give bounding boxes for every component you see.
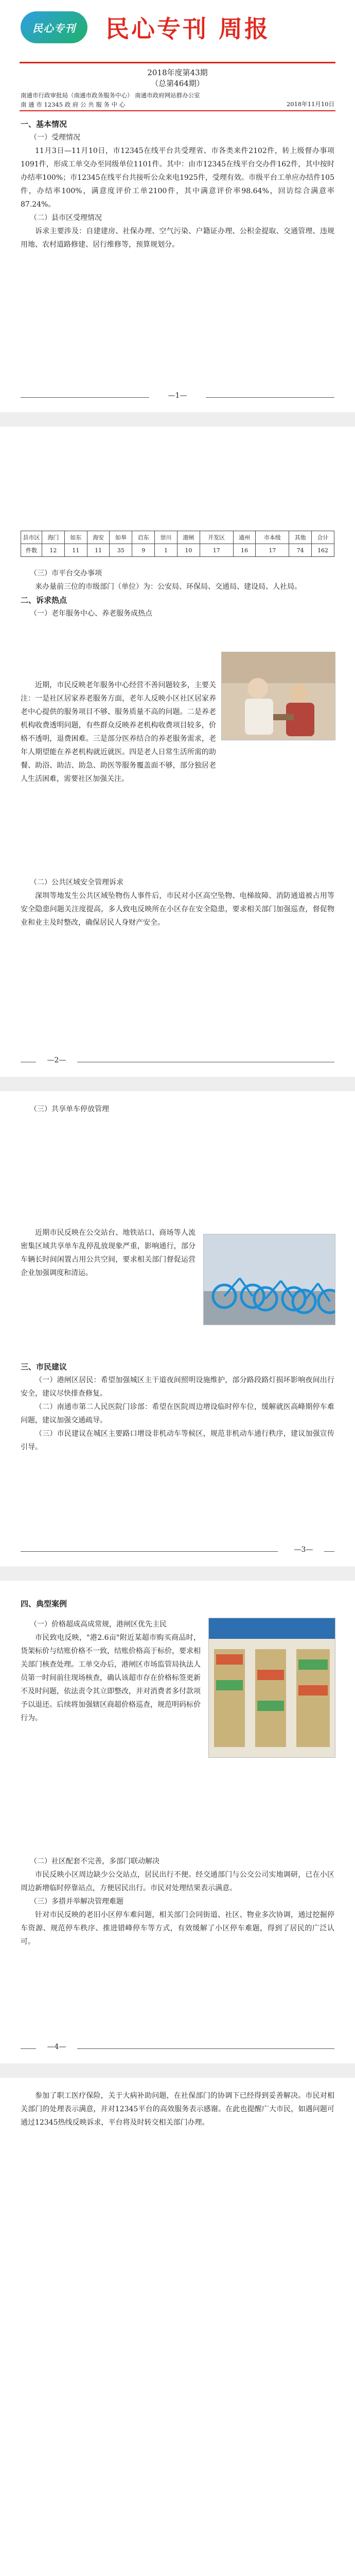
section-heading: 四、典型案例: [21, 1599, 67, 1608]
section-heading: 三、市民建议: [21, 1362, 67, 1371]
photo-shared-bikes-image: [204, 1234, 335, 1325]
page-2-content: [21, 567, 334, 620]
page-3-lower: [21, 1360, 334, 1454]
page-number-2: —2—: [21, 1056, 334, 1069]
table-cell: 16: [233, 544, 256, 557]
page-2-lower: [21, 876, 334, 929]
table-cell: 11: [87, 544, 110, 557]
sponsor-line-2: 南 通 市 12345 政 府 公 共 服 务 中 心: [21, 101, 126, 108]
page-gap: [0, 2063, 355, 2078]
issue-date: 2018年11月10日: [286, 100, 334, 108]
table-cell: 11: [64, 544, 87, 557]
paragraph: 深圳等地发生公共区域坠物伤人事件后，市民对小区高空坠物、电梯故障、消防通道被占用等安全隐患问题关注度提高，多人致电反映所在小区存在安全隐患，要求相关部门加强巡查，督促物业和业主及时整改，确保居民人身财产安全。: [21, 892, 334, 927]
subsection-heading: （二）县市区受理情况: [30, 214, 102, 222]
page-gap: [0, 1566, 355, 1581]
paragraph: （三）市民建议在城区主要路口增设非机动车等候区，规范非机动车通行秩序，建议加强宣传引导。: [21, 1430, 334, 1451]
page-2-para: [21, 652, 216, 786]
page-3-content: [21, 1103, 334, 1116]
page-4-content: [21, 1618, 201, 1725]
table-cell: 17: [200, 544, 233, 557]
table-row: [21, 544, 334, 557]
page-4-heading: [21, 1597, 334, 1611]
section-heading: 一、基本情况: [21, 120, 67, 129]
page-number-1: —1—: [21, 392, 334, 404]
masthead-rule: [20, 62, 335, 63]
page-title: 民心专刊 周报: [105, 15, 271, 43]
logo-text: 民心专刊: [32, 22, 76, 35]
photo-shared-bikes: [203, 1234, 335, 1325]
table-header: 其他: [289, 531, 312, 544]
table-header: 县市区: [21, 531, 42, 544]
table-cell: 10: [177, 544, 200, 557]
table-header: 合计: [312, 531, 334, 544]
page-3-para: [21, 1226, 196, 1280]
subsection-heading: （一）价格超成高成常规，港闸区优先主民: [30, 1620, 167, 1629]
photo-elderly-care: [221, 652, 335, 740]
table-header-row: [21, 531, 334, 544]
subsection-heading: （三）共享单车停放管理: [30, 1105, 109, 1113]
paragraph: 近期，市民反映老年服务中心经营不善问题较多，主要关注：一是社区居家养老服务方面，老年人反映小区社区居家养老中心提供的服务项目不够、服务质量不高的问题。二是养老机构收费透明问题，有些群众反映养老机构收费项目较多，价格不透明，退费困难。三是部分医养结合的养老服务需求，老年人期望能在养老机构就近就医。四是老人日常生活所需的助餐、助浴、助洁、助急、助医等服务覆盖面不够，部分独居老人生活困难，需要社区加强关注。: [21, 681, 216, 783]
photo-supermarket: [208, 1618, 335, 1758]
table-header: 开发区: [200, 531, 233, 544]
page-5-content: [21, 2089, 334, 2129]
total-issue: （总第464期）: [151, 79, 204, 88]
table-header: 港闸: [177, 531, 200, 544]
photo-elderly-care-image: [222, 652, 335, 740]
page-1-content: [21, 117, 334, 251]
sponsor-rule: [20, 110, 335, 111]
table-header: 如皋: [110, 531, 132, 544]
paragraph: （一）港闸区居民：希望加强城区主干道夜间照明设施维护，部分路段路灯损坏影响夜间出行安全，建议尽快排查修复。: [21, 1376, 334, 1398]
subsection-heading: （三）市平台交办事项: [30, 569, 102, 578]
sponsor-block: [21, 91, 334, 109]
table-header: 市本级: [256, 531, 289, 544]
paragraph: 11月3日—11月10日，市12345在线平台共受理省、市各类来件2102件，转上级督办事项1091件，形成工单交办至同级单位1101件。其中：由市12345在线平台交办件162件，其中按时办结率100%；市12345在线平台共接听公众来电1925件，受理有效。市级平台工单应办结件105件，办结率100%，满意度评价工单2100件，其中满意评价率98.64%，回访综合满意率87.24%。: [21, 147, 334, 209]
page-number-4: —4—: [21, 2043, 334, 2055]
paragraph: 市民反映小区周边缺少公交站点，居民出行不便。经交通部门与公交公司实地调研，已在小区周边新增临时停靠站点，方便居民出行。市民对处理结果表示满意。: [21, 1871, 334, 1892]
section-heading: 二、诉求热点: [21, 596, 67, 605]
subsection-heading: （二）公共区域安全管理诉求: [30, 878, 123, 887]
paragraph: 诉求主要涉及：自建建房、社保办理、空气污染、户籍证办理、公积金提取、交通管理、违规用地、农村道路修建、居行维修等，预算规划分。: [21, 227, 334, 249]
table-cell: 74: [289, 544, 312, 557]
page-gap: [0, 1077, 355, 1091]
subsection-heading: （二）社区配套不完善，多部门联动解决: [30, 1857, 159, 1866]
table-header: 如东: [64, 531, 87, 544]
subsection-heading: （一）受理情况: [30, 133, 80, 142]
sponsor-line-1: 南通市行政审批局（南通市政务服务中心） 南通市政府网站群办公室: [21, 92, 200, 99]
subsection-heading: （一）老年服务中心、养老服务成热点: [30, 609, 152, 618]
paragraph: 市民致电反映，"港2.6亩"附近某超市购买商品时，货架标价与结账价格不一致，结账价格高于标价，要求相关部门核查处理。工单交办后，港闸区市场监管局执法人员第一时间前往现场核查，确认该超市存在价格标签更新不及时问题，依法责令其立即整改，并对消费者多付款项予以退还。后续将加强辖区商超价格巡查，规范明码标价行为。: [21, 1634, 201, 1722]
photo-supermarket-image: [209, 1618, 335, 1757]
table-header: 启东: [132, 531, 155, 544]
table-header: 海门: [42, 531, 65, 544]
logo: [21, 11, 87, 43]
subsection-heading: （三）多措并举解决管理难题: [30, 1897, 123, 1906]
masthead: [0, 0, 355, 62]
paragraph: 参加了职工医疗保险，关于大病补助问题，在社保部门的协调下已经得到妥善解决。市民对相关部门的处理表示满意，并对12345平台的高效服务表示感谢。在此也提醒广大市民，如遇问题可通过12345热线反映诉求，平台将及时转交相关部门办理。: [21, 2092, 334, 2127]
table-cell: 35: [110, 544, 132, 557]
paragraph: 来办量前三位的市级部门（单位）为：公安局、环保局、交通局、建设局、人社局。: [35, 583, 301, 591]
table-cell: 12: [42, 544, 65, 557]
page-4-lower: [21, 1855, 334, 1948]
stats-table: [21, 531, 334, 557]
table-cell: 件数: [21, 544, 42, 557]
page-gap: [0, 412, 355, 427]
table-header: 海安: [87, 531, 110, 544]
paragraph: 近期市民反映在公交站台、地铁站口、商场等人流密集区域共享单车乱停乱放现象严重，影响通行，部分车辆长时间闲置占用公共空间，要求相关部门督促运营企业加强调度和清运。: [21, 1229, 196, 1277]
table-header: 通州: [233, 531, 256, 544]
issue-number: 2018年度第43期: [147, 68, 208, 77]
table-cell: 162: [312, 544, 334, 557]
paragraph: （二）南通市第二人民医院门诊部：希望在医院周边增设临时停车位，缓解就医高峰期停车难问题，建议加强交通疏导。: [21, 1403, 334, 1425]
paragraph: 针对市民反映的老旧小区停车难问题，相关部门会同街道、社区、物业多次协调，通过挖掘停车资源、规范停车秩序、推进错峰停车等方式，有效缓解了小区停车难题，得到了居民的广泛认可。: [21, 1911, 334, 1946]
page-number-3: —3—: [21, 1546, 334, 1558]
table-cell: 9: [132, 544, 155, 557]
table-cell: 1: [155, 544, 177, 557]
table-header: 崇川: [155, 531, 177, 544]
table-cell: 17: [256, 544, 289, 557]
